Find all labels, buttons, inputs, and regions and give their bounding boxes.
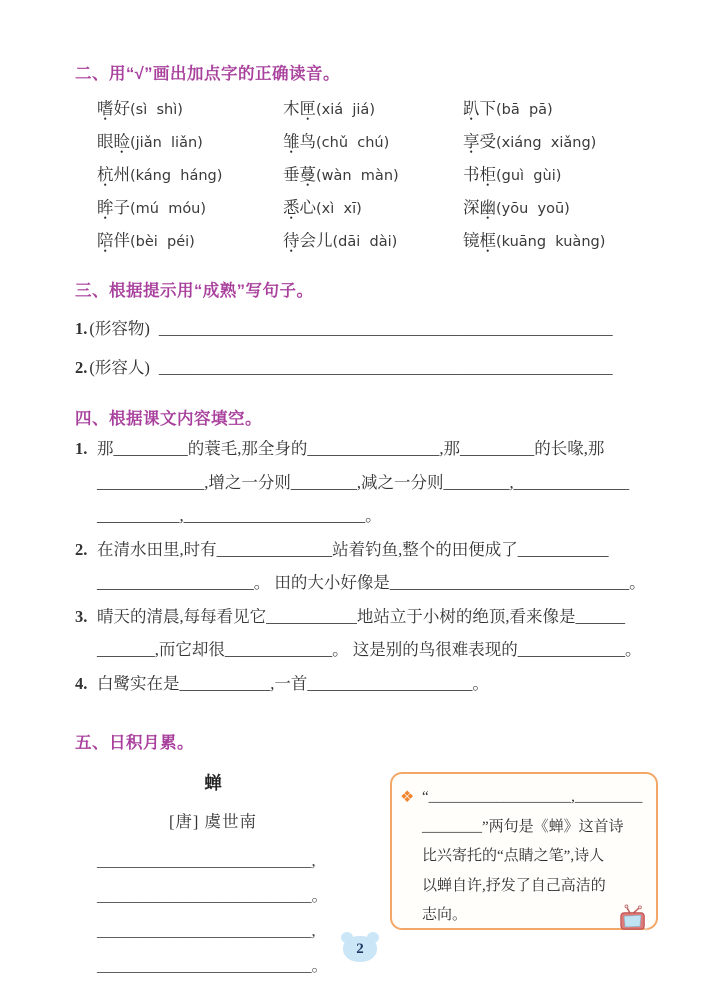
- page-number-badge: [343, 936, 377, 962]
- pinyin-item[interactable]: [463, 231, 635, 252]
- pinyin-options: (bā pā): [496, 102, 553, 118]
- answer-blank[interactable]: _______________________________________________________: [158, 319, 613, 338]
- pinyin-options: (bèi péi): [130, 234, 195, 250]
- fill-blank-item[interactable]: 2. 在清水田里,时有______________站着钓鱼,整个的田便成了___________ ___________________。 田的大小好像是_____________________________。: [75, 539, 646, 592]
- page-number: 2: [356, 940, 364, 957]
- pinyin-grid: [97, 99, 635, 252]
- sentence-row: [75, 318, 635, 340]
- pinyin-item[interactable]: [463, 198, 635, 219]
- sentence-row: [75, 357, 635, 379]
- fill-blank-items: [75, 432, 646, 700]
- hint-box-line: “___________________,_________: [422, 789, 643, 805]
- poem-answer-line[interactable]: __________________________,: [97, 851, 316, 870]
- pinyin-item[interactable]: [283, 231, 463, 252]
- section-poem-title: 五、日积月累。: [75, 734, 194, 752]
- poem-block: [97, 770, 329, 983]
- word-with-dot: 眼睑: [97, 132, 130, 151]
- pinyin-item[interactable]: [283, 99, 463, 120]
- pinyin-item[interactable]: [97, 132, 283, 153]
- word-with-dot: 深幽: [463, 198, 496, 217]
- word-with-dot: 镜框: [463, 231, 496, 250]
- poem-answer-line[interactable]: __________________________。: [97, 956, 328, 975]
- hint-box-line: 以蝉自许,抒发了自己高洁的: [422, 877, 606, 894]
- poem-lines: [97, 843, 329, 983]
- pinyin-options: (guì gùi): [496, 168, 562, 184]
- sentence-rows: [75, 318, 635, 379]
- pinyin-item[interactable]: [283, 132, 463, 153]
- section-fill-blanks-title: 四、根据课文内容填空。: [75, 410, 262, 428]
- pinyin-options: (jiǎn liǎn): [130, 135, 203, 151]
- pinyin-options: (xì xī): [316, 201, 362, 217]
- word-with-dot: 待会儿: [283, 231, 333, 250]
- tv-icon: [618, 904, 648, 932]
- hint-box: [390, 772, 658, 930]
- section-fill-blanks: [75, 405, 646, 700]
- section-pinyin-title: 二、用“√”画出加点字的正确读音。: [75, 65, 341, 83]
- pinyin-options: (kuāng kuàng): [496, 234, 606, 250]
- poem-answer-line[interactable]: __________________________。: [97, 886, 328, 905]
- pinyin-item[interactable]: [463, 132, 635, 153]
- pinyin-options: (xiá jiá): [316, 102, 375, 118]
- item-label: (形容物): [89, 319, 150, 338]
- word-with-dot: 垂蔓: [283, 165, 316, 184]
- poem-author: [唐] 虞世南: [168, 812, 258, 831]
- word-with-dot: 杭州: [97, 165, 130, 184]
- pinyin-options: (xiáng xiǎng): [496, 135, 597, 151]
- hint-box-line: 比兴寄托的“点睛之笔”,诗人: [422, 848, 605, 864]
- pinyin-options: (sì shì): [130, 102, 183, 118]
- word-with-dot: 书柜: [463, 165, 496, 184]
- item-number: 1.: [75, 319, 88, 338]
- word-with-dot: 陪伴: [97, 231, 130, 250]
- poem-name: 蝉: [204, 773, 222, 793]
- pinyin-options: (káng háng): [130, 168, 223, 184]
- diamond-bullet-icon: ❖: [400, 789, 415, 806]
- item-number: 2.: [75, 358, 88, 377]
- fill-blank-item[interactable]: 4. 白鹭实在是___________,一首____________________。: [75, 673, 489, 693]
- word-with-dot: 雏鸟: [283, 132, 316, 151]
- word-with-dot: 眸子: [97, 198, 130, 217]
- word-with-dot: 享受: [463, 132, 496, 151]
- fill-blank-item[interactable]: 1. 那_________的蓑毛,那全身的________________,那_________的长喙,那 _____________,增之一分则________,减之一分则________,______________ __________,______________________。: [75, 439, 630, 525]
- pinyin-item[interactable]: [97, 231, 283, 252]
- word-with-dot: 嗜好: [97, 99, 130, 118]
- section-sentences-title: 三、根据提示用“成熟”写句子。: [75, 282, 314, 300]
- pinyin-options: (chǔ chú): [316, 135, 390, 151]
- pinyin-options: (dāi dài): [332, 234, 398, 250]
- pinyin-item[interactable]: [97, 165, 283, 186]
- word-with-dot: 木匣: [283, 99, 316, 118]
- pinyin-item[interactable]: [463, 99, 635, 120]
- hint-box-line: 志向。: [422, 907, 468, 923]
- pinyin-options: (yōu yoū): [496, 201, 570, 217]
- pinyin-item[interactable]: [283, 165, 463, 186]
- poem-answer-line[interactable]: __________________________,: [97, 921, 316, 940]
- hint-box-lines: [422, 783, 644, 931]
- section-pinyin: [75, 60, 635, 252]
- pinyin-item[interactable]: [97, 198, 283, 219]
- pinyin-options: (mú móu): [130, 201, 207, 217]
- answer-blank[interactable]: _______________________________________________________: [158, 358, 613, 377]
- word-with-dot: 悉心: [283, 198, 316, 217]
- pinyin-item[interactable]: [283, 198, 463, 219]
- fill-blank-item[interactable]: 3. 晴天的清晨,每每看见它___________地站立于小树的绝顶,看来像是______ _______,而它却很_____________。 这是别的鸟很难表现的_____________。: [75, 606, 642, 659]
- hint-box-line: ________”两句是《蝉》这首诗: [422, 818, 624, 835]
- word-with-dot: 趴下: [463, 99, 496, 118]
- item-label: (形容人): [89, 358, 150, 377]
- pinyin-options: (wàn màn): [316, 168, 399, 184]
- pinyin-item[interactable]: [97, 99, 283, 120]
- section-sentences: [75, 277, 635, 379]
- pinyin-item[interactable]: [463, 165, 635, 186]
